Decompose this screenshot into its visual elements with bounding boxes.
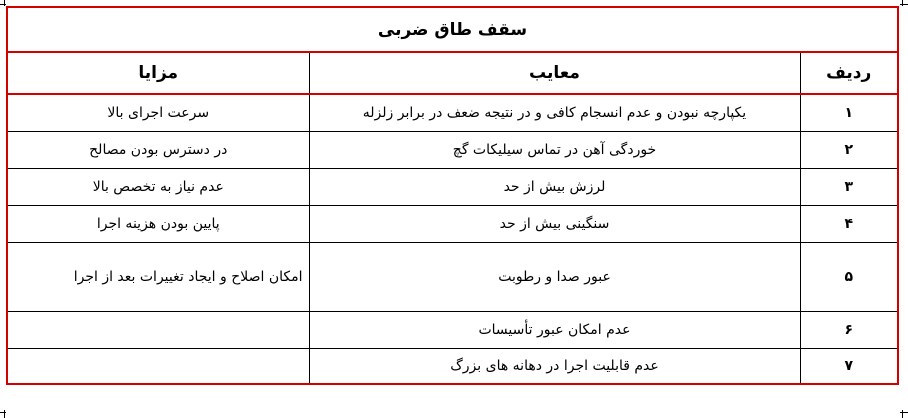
advantage-cell — [7, 312, 309, 349]
row-number: ۲ — [800, 132, 898, 169]
table-row — [7, 132, 898, 169]
disadvantage-cell: خوردگی آهن در تماس سیلیکات گچ — [309, 132, 800, 169]
row-number: ۵ — [800, 243, 898, 312]
crop-mark-bottom-left-h — [0, 412, 6, 413]
row-number: ۳ — [800, 169, 898, 206]
table-row — [7, 243, 898, 312]
advantage-cell: سرعت اجرای بالا — [7, 94, 309, 132]
advantage-cell — [7, 349, 309, 385]
table-row — [7, 169, 898, 206]
crop-mark-top-left-v — [4, 0, 5, 6]
disadvantage-cell: عبور صدا و رطوبت — [309, 243, 800, 312]
advantage-cell: در دسترس بودن مصالح — [7, 132, 309, 169]
crop-mark-bottom-left-v — [4, 410, 5, 418]
table-header-row — [7, 52, 898, 94]
disadvantage-cell: یکپارچه نبودن و عدم انسجام کافی و در نتیجه ضعف در برابر زلزله — [309, 94, 800, 132]
header-row-number: ردیف — [800, 52, 898, 94]
row-number: ۶ — [800, 312, 898, 349]
disadvantage-cell: عدم قابلیت اجرا در دهانه های بزرگ — [309, 349, 800, 385]
disadvantage-cell: عدم امکان عبور تأسیسات — [309, 312, 800, 349]
crop-mark-top-right-v — [902, 0, 903, 6]
row-number: ۷ — [800, 349, 898, 385]
table-row — [7, 94, 898, 132]
table-row — [7, 312, 898, 349]
advantage-cell: پایین بودن هزینه اجرا — [7, 206, 309, 243]
comparison-table — [6, 6, 899, 385]
crop-mark-top-left-h — [0, 4, 6, 5]
table-title: سقف طاق ضربی — [7, 7, 898, 52]
table-row — [7, 206, 898, 243]
disadvantage-cell: لرزش بیش از حد — [309, 169, 800, 206]
advantage-cell: امکان اصلاح و ایجاد تغییرات بعد از اجرا — [7, 243, 309, 312]
advantage-cell: عدم نیاز به تخصص بالا — [7, 169, 309, 206]
table-row — [7, 349, 898, 385]
disadvantage-cell: سنگینی بیش از حد — [309, 206, 800, 243]
header-disadvantages: معایب — [309, 52, 800, 94]
header-advantages: مزایا — [7, 52, 309, 94]
crop-mark-bottom-right-v — [902, 410, 903, 418]
row-number: ۴ — [800, 206, 898, 243]
table-title-row — [7, 7, 898, 52]
row-number: ۱ — [800, 94, 898, 132]
